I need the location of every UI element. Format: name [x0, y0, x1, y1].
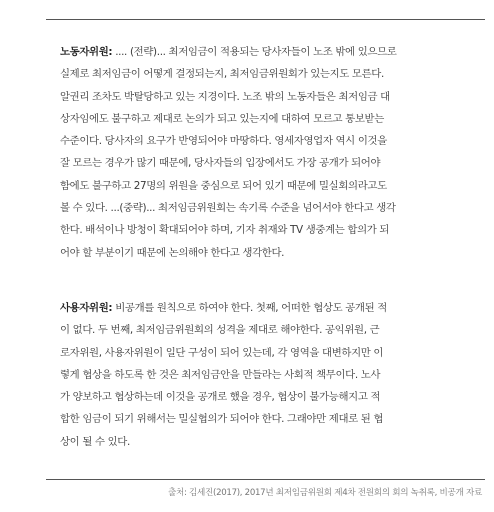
statement-line: [60, 297, 472, 319]
statement-line: [60, 41, 472, 63]
source-citation: 출처: 김세진(2017), 2017년 최저임금위원회 제4차 전원회의 회의 녹취록, 비공개 자료: [167, 488, 482, 498]
statement-line: 수준이다. 당사자의 요구가 반영되어야 마땅하다. 영세자영업자 역시 이것을: [60, 135, 387, 148]
statement-line: 실제로 최저임금이 어떻게 결정되는지, 최저임금위원회가 있는지도 모른다.: [60, 68, 384, 81]
statement-text: 비공개를 원칙으로 하여야 한다. 첫째, 어떠한 협상도 공개된 적: [112, 302, 387, 314]
statement-line: 어야 할 부분이기 때문에 논의해야 한다고 생각한다.: [60, 246, 285, 259]
statement-line: 함에도 불구하고 27명의 위원을 중심으로 되어 있기 때문에 밀실회의라고도: [60, 179, 387, 192]
worker-member-statement: [60, 41, 472, 264]
statement-line: 렇게 협상을 하도록 한 것은 최저임금안을 만들라는 사회적 책무이다. 노사: [60, 368, 381, 381]
statement-text: .... (전략)... 최저임금이 적용되는 당사자들이 노조 밖에 있으므로: [112, 46, 397, 58]
speaker-label-worker: 노동자위원:: [60, 46, 113, 58]
statement-line: 상이 될 수 있다.: [60, 435, 130, 448]
statement-line: 로자위원, 사용자위원이 일단 구성이 되어 있는데, 각 영역을 대변하지만 이: [60, 346, 384, 359]
statement-line: 가 양보하고 협상하는데 이것을 공개로 했을 경우, 협상이 불가능해지고 적: [60, 391, 381, 404]
statement-line: 알권리 조차도 박탈당하고 있는 지경이다. 노조 밖의 노동자들은 최저임금 대: [60, 90, 390, 103]
employer-member-statement: [60, 297, 472, 453]
statement-line: 잘 모르는 경우가 많기 때문에, 당사자들의 입장에서도 가장 공개가 되어야: [60, 157, 381, 170]
top-divider: [46, 19, 485, 20]
statement-line: 이 없다. 두 번째, 최저임금위원회의 성격을 제대로 해야한다. 공익위원, 근: [60, 324, 380, 337]
bottom-divider: [46, 479, 485, 480]
statement-line: 합한 임금이 되기 위해서는 밀실협의가 되어야 한다. 그래야만 제대로 된 협: [60, 413, 384, 426]
statement-line: 한다. 배석이나 방청이 확대되어야 하며, 기자 취재와 TV 생중계는 합의가 되: [60, 224, 390, 237]
statement-line: 볼 수 있다. ...(중략)... 최저임금위원회는 속기록 수준을 넘어서야 한다고 생각: [60, 202, 396, 215]
speaker-label-employer: 사용자위원:: [60, 302, 113, 314]
statement-line: 상자임에도 불구하고 제대로 논의가 되고 있는지에 대하여 모르고 통보받는: [60, 112, 384, 125]
